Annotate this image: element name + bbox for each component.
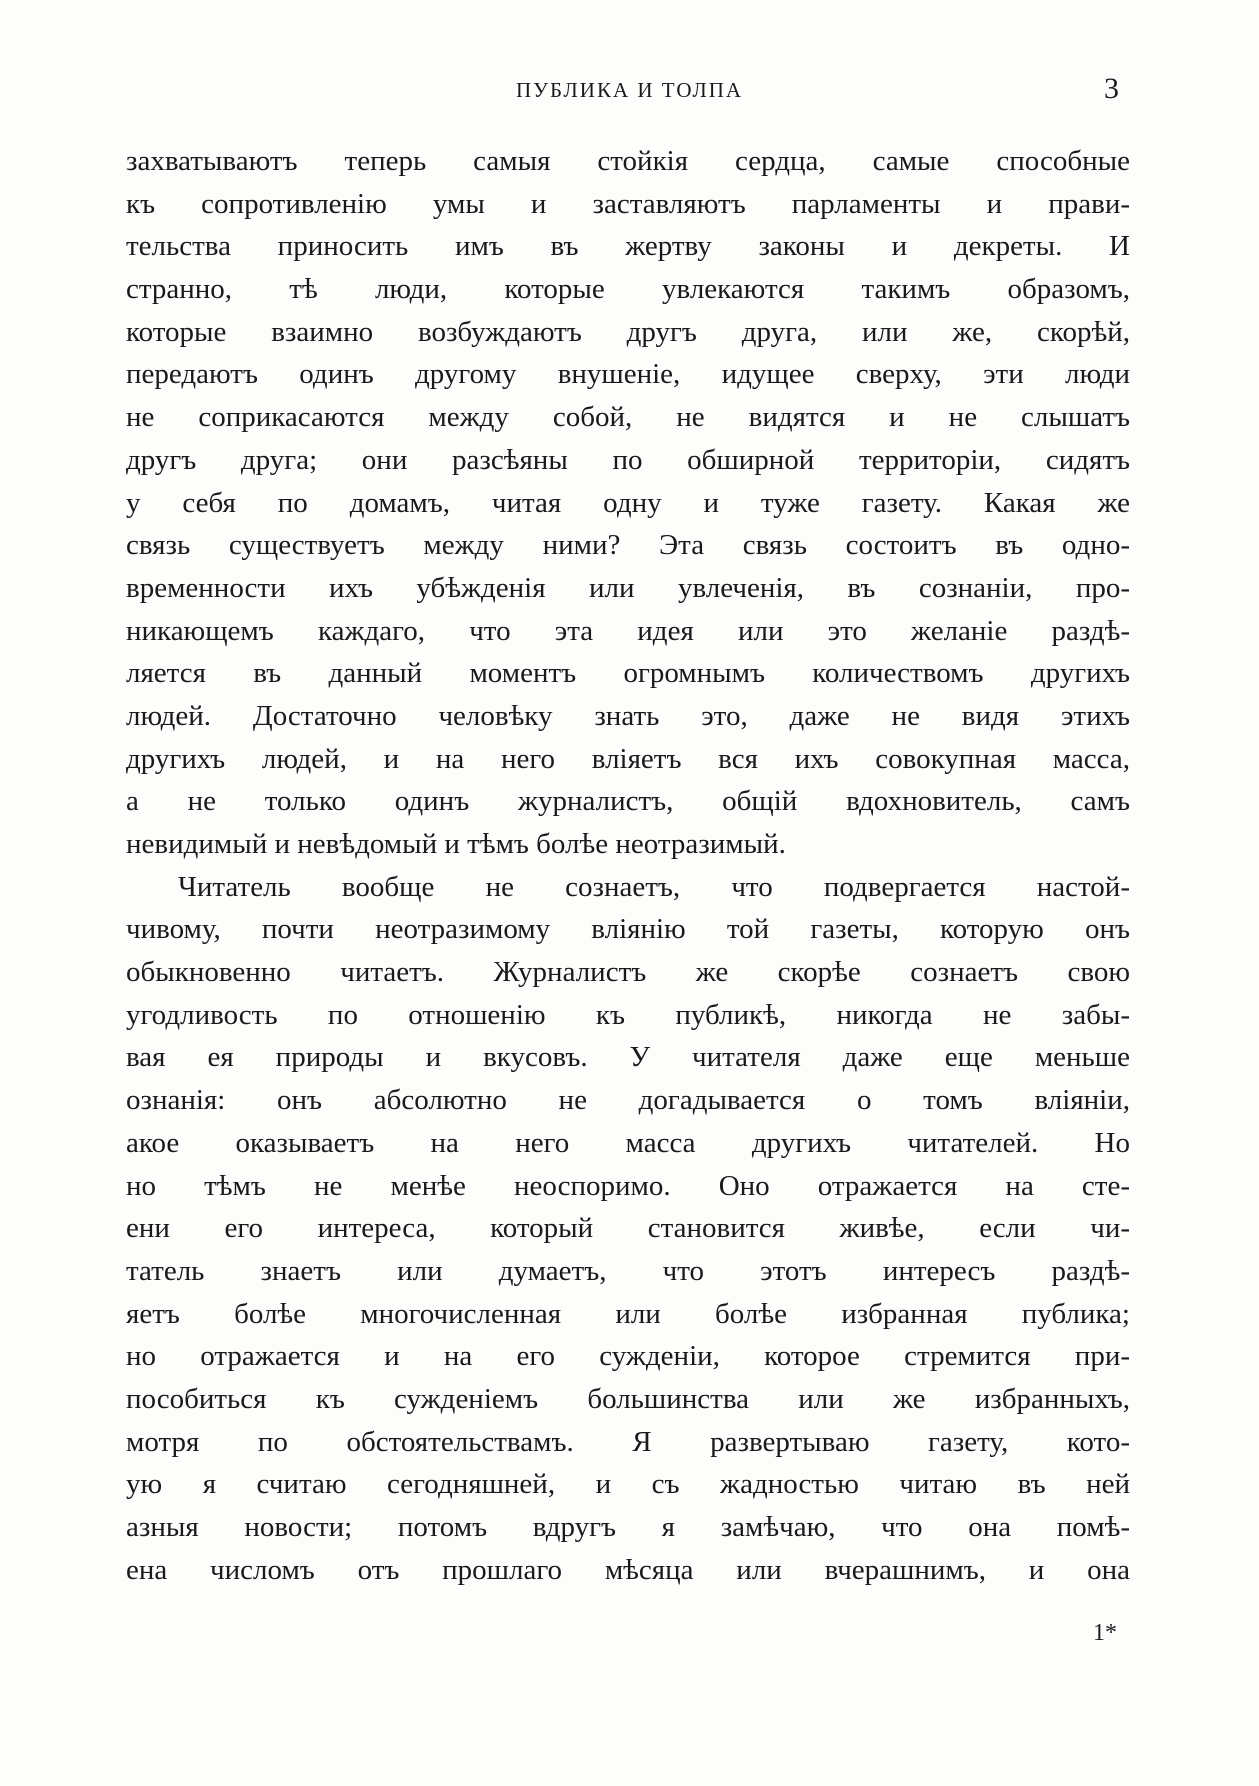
text-line: мотря по обстоятельствамъ. Я развертываю газету, кото- [126,1425,1130,1458]
text-line: передаютъ одинъ другому внушеніе, идущее сверху, эти люди [126,358,1130,391]
text-line: яетъ болѣе многочисленная или болѣе избранная публика; [126,1297,1130,1330]
text-line: другъ друга; они разсѣяны по обширной территоріи, сидятъ [126,443,1130,476]
text-line: невидимый и невѣдомый и тѣмъ болѣе неотразимый. [126,828,786,860]
text-line: связь существуетъ между ними? Эта связь состоитъ въ одно- [126,529,1130,562]
text-line: чивому, почти неотразимому вліянію той газеты, которую онъ [126,913,1130,946]
text-line: никающемъ каждаго, что эта идея или это желаніе раздѣ- [126,614,1130,647]
text-line: угодливость по отношенію къ публикѣ, никогда не забы- [126,998,1130,1031]
text-line: ена числомъ отъ прошлаго мѣсяца или вчерашнимъ, и она [126,1553,1130,1586]
text-line: захватываютъ теперь самыя стойкія сердца, самые способные [126,145,1130,177]
text-line: тельства приносить имъ въ жертву законы и декреты. И [126,230,1130,263]
text-line: другихъ людей, и на него вліяетъ вся ихъ совокупная масса, [126,742,1130,775]
text-line: обыкновенно читаетъ. Журналистъ же скорѣе сознаетъ свою [126,956,1130,989]
text-line: странно, тѣ люди, которые увлекаются такимъ образомъ, [126,273,1130,306]
text-line: къ сопротивленію умы и заставляютъ парламенты и прави- [126,187,1130,220]
text-line: а не только одинъ журналистъ, общій вдохновитель, самъ [126,785,1130,818]
text-line: у себя по домамъ, читая одну и туже газету. Какая же [126,486,1130,519]
paragraph-start-line: Читатель вообще не сознаетъ, что подвергается настой- [178,870,1130,903]
text-line: акое оказываетъ на него масса другихъ читателей. Но [126,1126,1130,1159]
running-head [0,72,1259,112]
page-number: 3 [1104,72,1119,105]
text-line: ени его интереса, который становится живѣе, если чи- [126,1212,1130,1245]
text-line: ую я считаю сегодняшней, и съ жадностью читаю въ ней [126,1468,1130,1501]
text-line: ознанія: онъ абсолютно не догадывается о томъ вліяніи, [126,1084,1130,1117]
text-line: не соприкасаются между собой, не видятся и не слышатъ [126,401,1130,434]
text-line: вая ея природы и вкусовъ. У читателя даже еще меньше [126,1041,1130,1074]
body-text [126,140,1130,1591]
text-line: людей. Достаточно человѣку знать это, даже не видя этихъ [126,699,1130,732]
text-line: временности ихъ убѣжденія или увлеченія, въ сознаніи, про- [126,571,1130,604]
text-line: ляется въ данный моментъ огромнымъ количествомъ другихъ [126,657,1130,690]
running-title: ПУБЛИКА И ТОЛПА [515,78,744,102]
text-line: которые взаимно возбуждаютъ другъ друга, или же, скорѣй, [126,315,1130,348]
text-line: но отражается и на его сужденіи, которое стремится при- [126,1340,1130,1373]
text-line: татель знаетъ или думаетъ, что этотъ интересъ раздѣ- [126,1254,1130,1287]
text-line: но тѣмъ не менѣе неоспоримо. Оно отражается на сте- [126,1169,1130,1202]
text-line: азныя новости; потомъ вдругъ я замѣчаю, что она помѣ- [126,1511,1130,1543]
text-line: пособиться къ сужденіемъ большинства или же избранныхъ, [126,1382,1130,1415]
signature-mark: 1* [1093,1620,1117,1646]
